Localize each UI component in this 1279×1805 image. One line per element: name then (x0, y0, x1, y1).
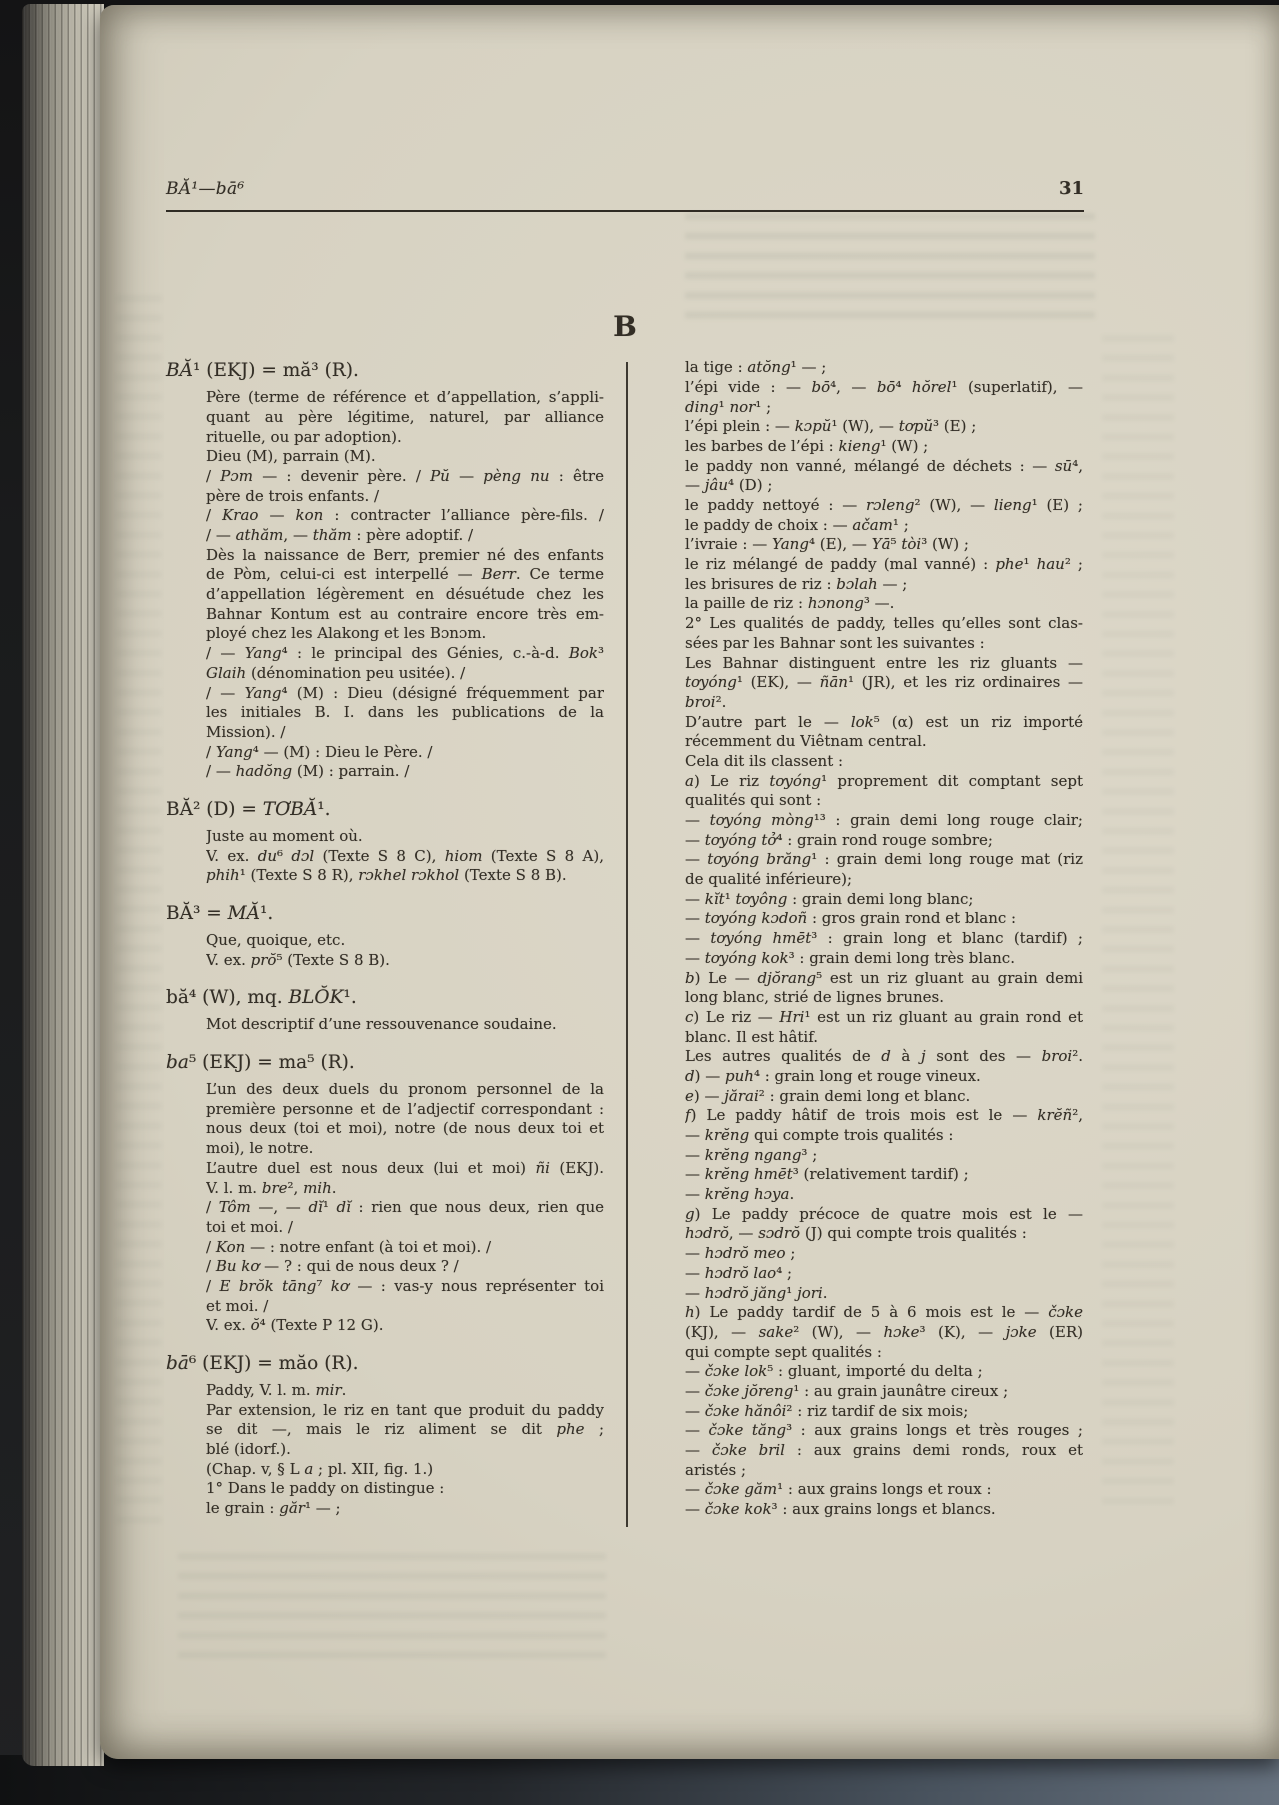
paragraph (206, 546, 604, 644)
text-line: V. ex. prŏ⁵ (Texte S 8 B). (206, 950, 390, 969)
text-line: L’un des deux duels du pronom personnel de la (206, 1080, 604, 1099)
text-line: le paddy nettoyé : — rɔleng² (W), — lieng¹ (E) ; (685, 496, 1083, 514)
text-line: de Pòm, celui-ci est interpellé — Berr. Ce terme (206, 565, 604, 584)
paragraph (206, 1277, 604, 1316)
paragraph (685, 811, 1083, 831)
text-block (166, 177, 1084, 1527)
table-surface (0, 1755, 1279, 1805)
paragraph (685, 417, 1083, 437)
paragraph (685, 1284, 1083, 1304)
paragraph (685, 1382, 1083, 1402)
text-line: / Bu kơ — ? : qui de nous deux ? / (206, 1257, 459, 1276)
text-line: qui compte sept qualités : (685, 1342, 882, 1361)
paragraph (685, 457, 1083, 496)
entry-2 (166, 797, 604, 886)
text-line: c) Le riz — Hri¹ est un riz gluant au grain rond et (685, 1007, 1083, 1026)
columns (166, 358, 1084, 1527)
text-line: père de trois enfants. / (206, 486, 380, 505)
text-line: — jâu⁴ (D) ; (685, 476, 773, 495)
paragraph (206, 1159, 604, 1179)
page-header (166, 177, 1084, 201)
text-line: — čɔke găm¹ : aux grains longs et roux : (685, 1480, 992, 1499)
text-line: l’ivraie : — Yang⁴ (E), — Yā⁵ tòi³ (W) ; (685, 535, 969, 554)
paragraph (685, 1146, 1083, 1166)
paragraph (206, 684, 604, 743)
text-line: aristés ; (685, 1460, 747, 1479)
entry-headword: bā⁶ (EKJ) = măo (R). (166, 1353, 359, 1374)
text-line: d’appellation légèrement en désuétude chez les (206, 585, 604, 604)
text-line: le riz mélangé de paddy (mal vanné) : phe¹ hau² ; (685, 555, 1083, 574)
paragraph (685, 378, 1083, 417)
paragraph (206, 1238, 604, 1258)
text-line: broi². (685, 692, 727, 711)
text-line: — čɔke jŏreng¹ : au grain jaunâtre cireux ; (685, 1381, 1009, 1400)
entry-headword: BĂ¹ (EKJ) = mă³ (R). (166, 360, 359, 382)
text-line: Que, quoique, etc. (206, 931, 346, 949)
text-line: Mission). / (206, 722, 286, 741)
text-line: b) Le — djŏrang⁵ est un riz gluant au grain demi (685, 968, 1083, 987)
book-page-edges (22, 4, 104, 1766)
text-line: — tơyóng brăng¹ : grain demi long rouge mat (riz (685, 850, 1083, 869)
header-rule (166, 210, 1084, 212)
paragraph (206, 1080, 604, 1159)
text-line: Les Bahnar distinguent entre les riz gluants — (685, 653, 1083, 672)
entry-4 (166, 985, 604, 1035)
text-line: Dieu (M), parrain (M). (206, 447, 376, 466)
paragraph (685, 909, 1083, 929)
text-line: / Krao — kon : contracter l’alliance père-fils. / (206, 506, 604, 525)
text-line: / E brŏk tāng⁷ kơ — : vas-y nous représenter toi (206, 1276, 604, 1295)
text-line: blé (idorf.). (206, 1440, 291, 1459)
entry-headword: bă⁴ (W), mq. BLŎK¹. (166, 987, 357, 1009)
ink-bleed-through (116, 295, 162, 1535)
text-line: le grain : găr¹ — ; (206, 1499, 341, 1518)
right-column (685, 358, 1083, 1520)
text-line: (KJ), — sake² (W), — hɔke³ (K), — jɔke (ER) (685, 1322, 1083, 1341)
paragraph (206, 762, 604, 782)
paragraph (685, 614, 1083, 653)
running-title: BĂ¹—bā⁶ (166, 179, 245, 199)
paragraph (685, 1303, 1083, 1362)
text-line: / Yang⁴ — (M) : Dieu le Père. / (206, 742, 433, 761)
section-letter: B (613, 310, 637, 344)
text-line: — tơyóng hmēt³ : grain long et blanc (tardif) ; (685, 929, 1083, 948)
text-line: — čɔke kok³ : aux grains longs et blancs. (685, 1500, 996, 1519)
paragraph (685, 358, 1083, 378)
text-line: / — athăm, — thăm : père adoptif. / (206, 526, 474, 544)
text-line: première personne et de l’adjectif correspondant : (206, 1099, 604, 1118)
paragraph (206, 1381, 604, 1401)
paragraph (685, 890, 1083, 910)
paragraph (206, 827, 604, 847)
text-line: e) — jărai² : grain demi long et blanc. (685, 1086, 971, 1105)
paragraph (685, 713, 1083, 752)
paragraph (206, 1460, 604, 1480)
text-line: — krĕng ngang³ ; (685, 1145, 818, 1164)
paragraph (685, 1441, 1083, 1480)
text-line: — hɔdrŏ jăng¹ jori. (685, 1283, 828, 1302)
paragraph (685, 1205, 1083, 1244)
paragraph (685, 772, 1083, 811)
text-line: — tơyóng kok³ : grain demi long très blanc. (685, 948, 1015, 967)
paragraph (206, 1198, 604, 1237)
text-line: les brisures de riz : bɔlah — ; (685, 574, 908, 593)
paragraph (685, 555, 1083, 575)
text-line: Paddy, V. l. m. mir. (206, 1381, 347, 1399)
paragraph (206, 506, 604, 526)
text-line: d) — puh⁴ : grain long et rouge vineux. (685, 1066, 981, 1085)
paragraph (206, 1401, 604, 1460)
paragraph (206, 526, 604, 546)
paragraph (206, 1499, 604, 1519)
entry-1 (166, 358, 604, 782)
paragraph (206, 467, 604, 506)
text-line: Père (terme de référence et d’appellation, s’appli- (206, 388, 604, 407)
text-line: l’épi vide : — bō⁴, — bō⁴ hŏrel¹ (superlatif), — (685, 377, 1083, 396)
paragraph (206, 447, 604, 467)
paragraph (685, 654, 1083, 713)
text-line: Juste au moment où. (206, 826, 363, 845)
text-line: a) Le riz tơyóng¹ proprement dit comptant sept (685, 771, 1083, 790)
text-line: les barbes de l’épi : kieng¹ (W) ; (685, 436, 929, 455)
paragraph (685, 1421, 1083, 1441)
paragraph (206, 1316, 604, 1336)
paragraph (685, 831, 1083, 851)
text-line: la paille de riz : hɔnong³ —. (685, 594, 895, 613)
paragraph (685, 752, 1083, 772)
column-divider (626, 362, 628, 1527)
text-line: / — hadŏng (M) : parrain. / (206, 762, 410, 781)
paragraph (206, 743, 604, 763)
paragraph (685, 1244, 1083, 1264)
text-line: V. ex. ŏ⁴ (Texte P 12 G). (206, 1316, 384, 1335)
text-line: récemment du Viêtnam central. (685, 732, 927, 751)
text-line: le paddy non vanné, mélangé de déchets : — sū⁴, (685, 456, 1083, 475)
text-line: — krĕng hɔya. (685, 1185, 795, 1204)
paragraph (685, 1067, 1083, 1087)
text-line: phih¹ (Texte S 8 R), rɔkhel rɔkhol (Texte S 8 B). (206, 866, 567, 885)
paragraph (206, 847, 604, 886)
text-line: — hɔdrŏ lao⁴ ; (685, 1263, 793, 1282)
text-line: Cela dit ils classent : (685, 751, 844, 770)
paragraph (685, 1402, 1083, 1422)
paragraph (685, 1087, 1083, 1107)
paragraph (206, 644, 604, 683)
text-line: et moi. / (206, 1296, 269, 1315)
text-line: tơyóng¹ (EK), — ñān¹ (JR), et les riz ordinaires — (685, 673, 1083, 692)
text-line: h) Le paddy tardif de 5 à 6 mois est le — čɔke (685, 1303, 1083, 1322)
text-line: L’autre duel est nous deux (lui et moi) ñi (EKJ). (206, 1158, 604, 1177)
text-line: Glaih (dénomination peu usitée). / (206, 663, 466, 682)
text-line: qualités qui sont : (685, 791, 822, 810)
paragraph (685, 1008, 1083, 1047)
text-line: 1° Dans le paddy on distingue : (206, 1479, 445, 1498)
entry-headword: ba⁵ (EKJ) = ma⁵ (R). (166, 1052, 355, 1074)
text-line: rituelle, ou par adoption). (206, 427, 402, 446)
text-line: — čɔke bril : aux grains demi ronds, roux et (685, 1441, 1083, 1459)
text-line: — tơyóng mòng¹³ : grain demi long rouge clair; (685, 811, 1083, 829)
text-line: — krĕng qui compte trois qualités : (685, 1126, 954, 1144)
paragraph (206, 1015, 604, 1035)
entry-3 (166, 901, 604, 970)
text-line: sées par les Bahnar sont les suivantes : (685, 633, 985, 652)
paragraph (206, 388, 604, 447)
ink-bleed-through (1102, 335, 1174, 1515)
text-line: / — Yang⁴ : le principal des Génies, c.-à-d. Bok³ (206, 644, 604, 663)
text-line: toi et moi. / (206, 1217, 293, 1236)
text-line: de qualité inférieure); (685, 870, 853, 889)
paragraph (685, 949, 1083, 969)
text-line: (Chap. v, § L a ; pl. XII, fig. 1.) (206, 1459, 434, 1478)
text-line: — tơyóng kɔdoñ : gros grain rond et blanc : (685, 909, 1017, 928)
paragraph (685, 850, 1083, 889)
dictionary-page (100, 5, 1279, 1759)
paragraph (685, 1500, 1083, 1520)
paragraph (685, 594, 1083, 614)
text-line: l’épi plein : — kɔpŭ¹ (W), — tơpŭ³ (E) ; (685, 417, 977, 436)
paragraph (685, 1264, 1083, 1284)
entry-headword: BĂ² (D) = TƠBĂ¹. (166, 798, 331, 820)
paragraph (206, 1479, 604, 1499)
text-line: Par extension, le riz en tant que produit du paddy (206, 1400, 604, 1419)
paragraph (685, 1362, 1083, 1382)
paragraph (685, 1165, 1083, 1185)
entry-headword: BĂ³ = MĂ¹. (166, 903, 274, 924)
paragraph (685, 496, 1083, 516)
entry-5 (166, 1050, 604, 1336)
text-line: nous deux (toi et moi), notre (de nous deux toi et (206, 1119, 604, 1138)
text-line: D’autre part le — lok⁵ (α) est un riz importé (685, 712, 1083, 731)
text-line: V. l. m. bre², mih. (206, 1178, 337, 1197)
text-line: la tige : atŏng¹ — ; (685, 358, 827, 377)
paragraph (685, 969, 1083, 1008)
text-line: 2° Les qualités de paddy, telles qu’elles sont clas- (685, 614, 1083, 633)
ink-bleed-through (178, 1553, 606, 1665)
text-line: hɔdrŏ, — sɔdrŏ (J) qui compte trois qualités : (685, 1224, 1027, 1243)
text-line: — čɔke hănôi² : riz tardif de six mois; (685, 1401, 969, 1420)
paragraph (685, 575, 1083, 595)
text-line: moi), le notre. (206, 1139, 314, 1158)
text-line: blanc. Il est hâtif. (685, 1027, 819, 1046)
paragraph (685, 1106, 1083, 1145)
text-line: long blanc, strié de lignes brunes. (685, 988, 945, 1007)
paragraph (206, 1179, 604, 1199)
text-line: Mot descriptif d’une ressouvenance soudaine. (206, 1015, 557, 1034)
text-line: le paddy de choix : — ačam¹ ; (685, 515, 909, 534)
page-number: 31 (1058, 178, 1084, 199)
text-line: g) Le paddy précoce de quatre mois est le — (685, 1204, 1083, 1223)
text-line: Les autres qualités de d à j sont des — broi². (685, 1047, 1083, 1066)
text-line: / Tôm —, — dĭ¹ dĭ : rien que nous deux, rien que (206, 1198, 604, 1217)
text-line: — krĕng hmēt³ (relativement tardif) ; (685, 1165, 969, 1184)
text-line: f) Le paddy hâtif de trois mois est le — krĕñ², (685, 1106, 1083, 1125)
text-line: — hɔdrŏ meo ; (685, 1244, 796, 1263)
text-line: — čɔke lok⁵ : gluant, importé du delta ; (685, 1362, 983, 1381)
text-line: se dit —, mais le riz aliment se dit phe ; (206, 1420, 604, 1439)
text-line: / Pɔm — : devenir père. / Pŭ — pèng nu : être (206, 466, 604, 485)
paragraph (685, 535, 1083, 555)
paragraph (206, 931, 604, 951)
text-line: les initiales B. I. dans les publications de la (206, 703, 604, 722)
text-line: Bahnar Kontum est au contraire encore très em- (206, 604, 604, 623)
text-line: — kĭt¹ tơyông : grain demi long blanc; (685, 889, 974, 908)
text-line: / Kon — : notre enfant (à toi et moi). / (206, 1237, 492, 1256)
text-line: quant au père légitime, naturel, par alliance (206, 407, 604, 426)
text-line: ployé chez les Alakong et les Bɔnɔm. (206, 624, 487, 643)
text-line: V. ex. du⁶ dɔl (Texte S 8 C), hiom (Texte S 8 A), (206, 846, 604, 865)
text-line: Dès la naissance de Berr, premier né des enfants (206, 545, 604, 564)
text-line: — tơyóng tở⁴ : grain rond rouge sombre; (685, 830, 993, 849)
paragraph (685, 437, 1083, 457)
paragraph (685, 1480, 1083, 1500)
paragraph (206, 951, 604, 971)
entry-6 (166, 1351, 604, 1519)
left-column (166, 358, 604, 1519)
text-line: ding¹ nor¹ ; (685, 397, 772, 416)
text-line: / — Yang⁴ (M) : Dieu (désigné fréquemment par (206, 683, 604, 702)
paragraph (685, 1185, 1083, 1205)
paragraph (685, 1047, 1083, 1067)
text-line: — čɔke tăng³ : aux grains longs et très rouges ; (685, 1421, 1083, 1440)
paragraph (685, 929, 1083, 949)
paragraph (685, 516, 1083, 536)
paragraph (206, 1257, 604, 1277)
